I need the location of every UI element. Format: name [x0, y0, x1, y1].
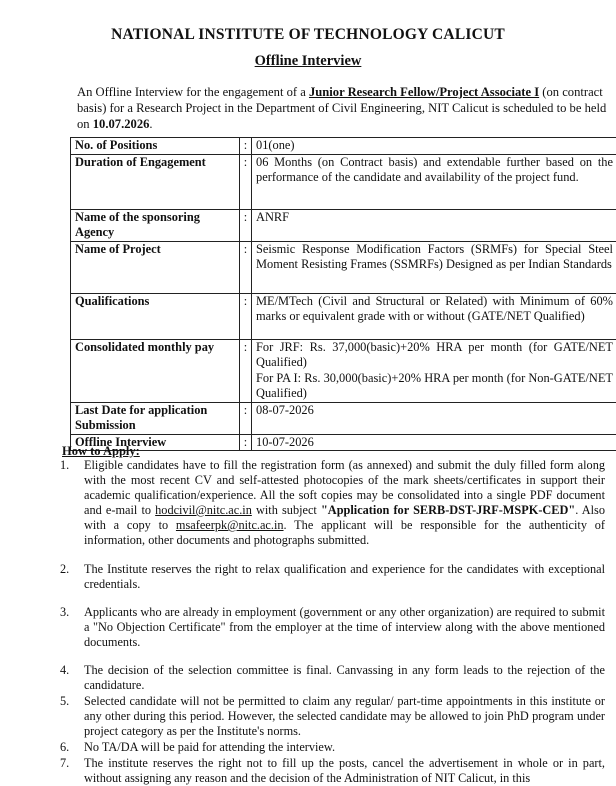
row-colon: : [240, 434, 252, 451]
row-value: Seismic Response Modification Factors (SRMFs) for Special Steel Moment Resisting Frames (SSMRFs) Designed as per Indian Standards [252, 241, 616, 293]
item-text: Selected candidate will not be permitted to claim any regular/ part-time appointments in this institute or any other during this period. However, the selected candidate may be allowed to join PhD program under project category as per the Institute's norms. [84, 694, 605, 738]
item-text: The decision of the selection committee is final. Canvassing in any form leads to the rejection of the candidature. [84, 663, 605, 692]
intro-text-2: (on contract basis) for a Research Project in the Department of Civil Engineering, NIT Calicut is scheduled to be held on [77, 85, 606, 131]
email-link-hodcivil[interactable]: hodcivil@nitc.ac.in [155, 503, 252, 517]
item-text: No TA/DA will be paid for attending the interview. [84, 740, 335, 754]
intro-paragraph [77, 84, 616, 132]
table-row [71, 241, 616, 293]
row-label: Duration of Engagement [71, 154, 240, 209]
institute-title: NATIONAL INSTITUTE OF TECHNOLOGY CALICUT [0, 26, 616, 44]
details-table [70, 137, 616, 451]
row-colon: : [240, 154, 252, 209]
row-label: Last Date for application Submission [71, 402, 240, 434]
list-item [60, 605, 605, 650]
row-colon: : [240, 293, 252, 339]
row-label: Name of the sponsoring Agency [71, 209, 240, 241]
table-row [71, 293, 616, 339]
item-text: The institute reserves the right not to fill up the posts, cancel the advertisement in whole or in part, without assigning any reason and the decision of the Administration of NIT Calicut, in this [84, 756, 605, 785]
item-text: . Also with a copy to [84, 503, 605, 532]
item-number: 3. [60, 605, 69, 620]
notice-title: Offline Interview [0, 53, 616, 70]
row-value: 06 Months (on Contract basis) and extendable further based on the performance of the candidate and availability of the project fund. [252, 154, 616, 209]
position-name: Junior Research Fellow/Project Associate I [309, 85, 539, 99]
row-value: ANRF [252, 209, 616, 241]
table-row [71, 209, 616, 241]
how-to-apply-heading: How to Apply: [62, 444, 140, 459]
item-number: 5. [60, 694, 69, 709]
item-text: Eligible candidates have to fill the registration form (as annexed) and submit the duly filled form along with the most recent CV and self-attested photocopies of the mark sheets/certificates in support their academic qualification/experience. All the soft copies may be consolidated into a single PDF document and e-mail to [84, 458, 605, 517]
row-label: No. of Positions [71, 138, 240, 155]
list-item [60, 663, 605, 693]
row-label: Consolidated monthly pay [71, 339, 240, 402]
email-subject: "Application for SERB-DST-JRF-MSPK-CED" [321, 503, 575, 517]
row-value: ME/MTech (Civil and Structural or Related) with Minimum of 60% marks or equivalent grade with or without (GATE/NET Qualified) [252, 293, 616, 339]
list-item [60, 562, 605, 592]
table-row [71, 434, 616, 451]
row-colon: : [240, 138, 252, 155]
intro-end: . [149, 117, 152, 131]
row-value: 08-07-2026 [252, 402, 616, 434]
item-number: 6. [60, 740, 69, 755]
item-number: 4. [60, 663, 69, 678]
item-number: 1. [60, 458, 69, 473]
row-label: Name of Project [71, 241, 240, 293]
row-value [252, 339, 616, 402]
row-colon: : [240, 241, 252, 293]
item-number: 2. [60, 562, 69, 577]
item-text: with subject [252, 503, 321, 517]
intro-text: An Offline Interview for the engagement of a [77, 85, 309, 99]
table-row [71, 339, 616, 402]
pay-pa: For PA I: Rs. 30,000(basic)+20% HRA per month (for Non-GATE/NET Qualified) [256, 371, 613, 402]
pay-jrf: For JRF: Rs. 37,000(basic)+20% HRA per month (for GATE/NET Qualified) [256, 340, 613, 371]
list-item [60, 694, 605, 739]
row-label: Qualifications [71, 293, 240, 339]
row-colon: : [240, 209, 252, 241]
table-row [71, 138, 616, 155]
table-row [71, 154, 616, 209]
list-item [60, 458, 605, 548]
table-row [71, 402, 616, 434]
item-text: The Institute reserves the right to relax qualification and experience for the candidates with exceptional credentials. [84, 562, 605, 591]
row-label: Offline Interview [71, 434, 240, 451]
item-text: . The applicant will be responsible for the authenticity of information, other documents and photographs submitted. [84, 518, 605, 547]
interview-date: 10.07.2026 [93, 117, 150, 131]
row-colon: : [240, 339, 252, 402]
list-item [60, 756, 605, 786]
instructions-list [60, 458, 605, 786]
list-item [60, 740, 605, 755]
row-value: 01(one) [252, 138, 616, 155]
item-text: Applicants who are already in employment (government or any other organization) are required to submit a "No Objection Certificate" from the employer at the time of interview along with the above mentioned documents. [84, 605, 605, 649]
email-link-msafeerpk[interactable]: msafeerpk@nitc.ac.in [176, 518, 284, 532]
row-value: 10-07-2026 [252, 434, 616, 451]
row-colon: : [240, 402, 252, 434]
item-number: 7. [60, 756, 69, 771]
